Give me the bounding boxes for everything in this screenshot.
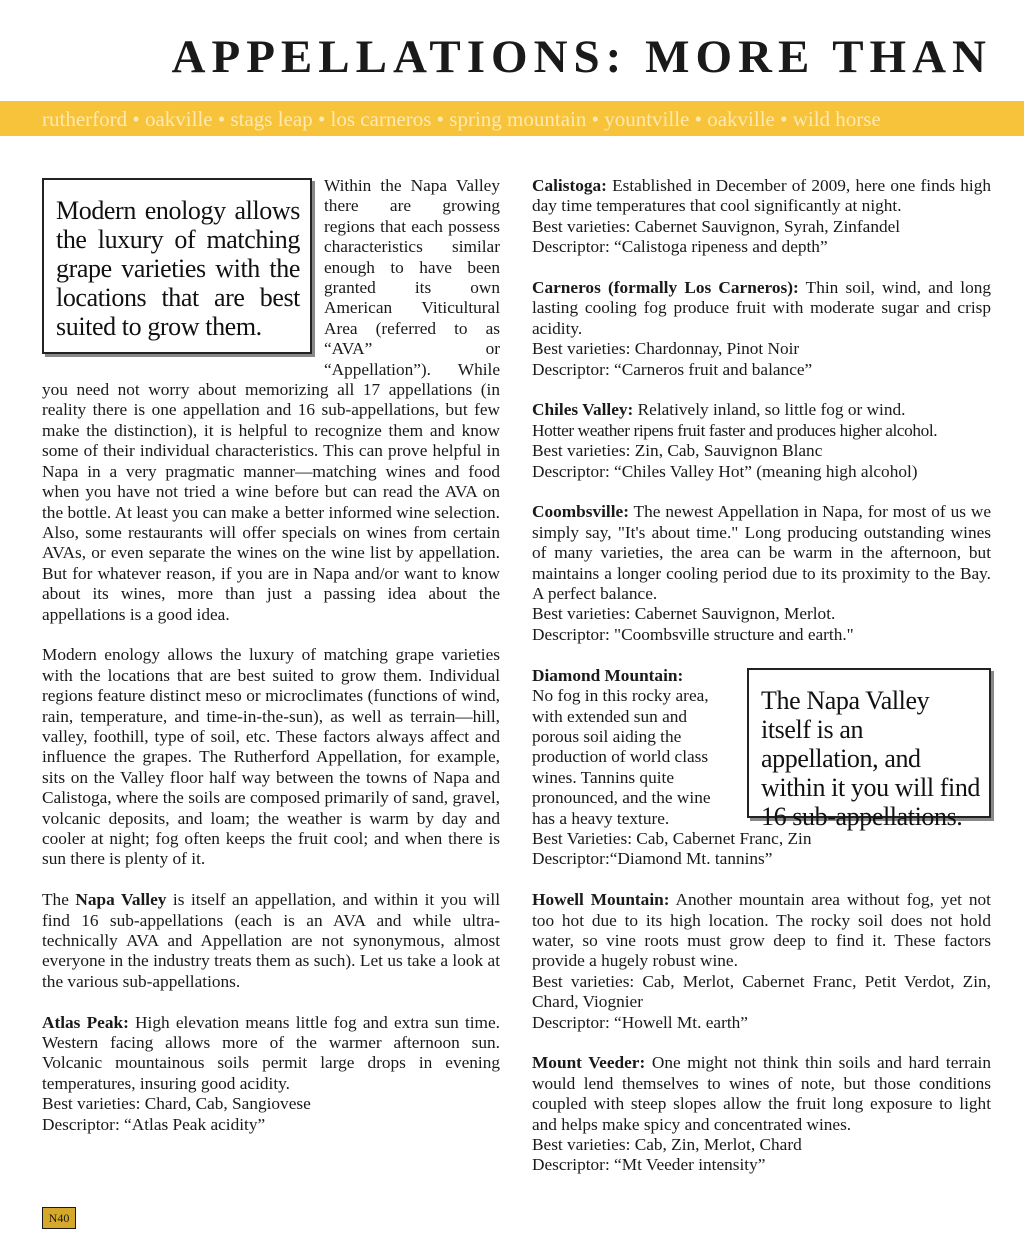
carneros-descriptor: Descriptor: “Carneros fruit and balance”: [532, 359, 813, 379]
mount-veeder-varieties: Best varieties: Cab, Zin, Merlot, Chard: [532, 1135, 802, 1154]
coombsville-descriptor: Descriptor: "Coombsville structure and earth.": [532, 624, 854, 644]
napa-valley-after: is itself an appellation, and within it you will find 16 sub-appellations (each is an AVA and while ultra-technically AVA and Appellation are not synonymous, almost everyone in the industry treats them as such). Let us take a look at the various sub-appellations.: [42, 890, 501, 991]
pullquote-right-text: The Napa Valley itself is an appellation, and within it you will find 16 sub-appellations.: [761, 685, 981, 831]
howell-mountain-varieties: Best varieties: Cab, Merlot, Cabernet Franc, Petit Verdot, Zin, Chard, Viognier: [532, 971, 991, 1012]
chiles-valley-varieties: Best varieties: Zin, Cab, Sauvignon Blanc: [532, 441, 823, 461]
intro-text: Within the Napa Valley there are growing regions that each possess characteristics similar enough to have been granted its own American Viticultural Area (referred to as “AVA” or “Appellation”). While you need not worry about memorizing all 17 appellations (in reality there is one appellation and 16 sub-appellations, but few make the distinction), it is helpful to recognize them and know some of their individual characteristics. This can prove helpful in Napa in a very pragmatic manner—matching wines and food when you have not tried a wine before but can read the AVA on the bottle. At least you can make a better informed wine selection. Also, some restaurants will offer specials on wines from certain AVAs, or even separate the wines on the wine list by appellation. But for whatever reason, if you are in Napa and/or want to know about its wines, more than just a passing idea about the appellations is a good idea.: [42, 176, 500, 624]
left-column: [42, 176, 500, 1155]
diamond-mountain-heading: Diamond Mountain:: [532, 665, 684, 685]
coombsville-heading: Coombsville:: [532, 502, 629, 522]
intro-paragraph: [42, 176, 500, 625]
carneros-entry: [532, 278, 991, 380]
pullquote-right: [747, 668, 991, 831]
calistoga-descriptor: Descriptor: “Calistoga ripeness and depth”: [532, 237, 828, 257]
diamond-mountain-text: No fog in this rocky area, with extended sun and porous soil aiding the production of world class wines. Tannins quite pronounced, and the wine has a heavy texture.: [532, 686, 711, 828]
atlas-peak-heading: Atlas Peak:: [42, 1012, 129, 1032]
diamond-mountain-varieties: Best Varieties: Cab, Cabernet Franc, Zin: [532, 828, 812, 848]
calistoga-entry: [532, 176, 991, 258]
carneros-heading: Carneros (formally Los Carneros):: [532, 278, 799, 298]
howell-mountain-text: Another mountain area without fog, yet not too hot due to its high location. The rocky soil does not hold water, so vine roots must grow deep to find it. These factors provide a hugely robust wine.: [532, 890, 991, 971]
chiles-valley-text: Relatively inland, so little fog or wind.: [633, 400, 906, 420]
coombsville-entry: [532, 502, 991, 645]
chiles-valley-heading: Chiles Valley:: [532, 400, 634, 420]
atlas-peak-descriptor: Descriptor: “Atlas Peak acidity”: [42, 1114, 266, 1134]
mount-veeder-descriptor: Descriptor: “Mt Veeder intensity”: [532, 1155, 766, 1175]
chiles-valley-descriptor: Descriptor: “Chiles Valley Hot” (meaning high alcohol): [532, 461, 918, 481]
diamond-mountain-descriptor: Descriptor:“Diamond Mt. tannins”: [532, 849, 773, 869]
mount-veeder-entry: [532, 1053, 991, 1175]
atlas-peak-entry: [42, 1013, 500, 1135]
napa-valley-paragraph: [42, 890, 500, 992]
mount-veeder-text: One might not think thin soils and hard terrain would lend themselves to wines of note, but those conditions coupled with steep slopes allow the fruit long exposure to light and helps make spicy and concentrated wines.: [532, 1053, 991, 1134]
atlas-peak-text: High elevation means little fog and extra sun time. Western facing allows more of the warmer afternoon sun. Volcanic mountainous soils permit large drops in evening temperatures, insuring good acidity.: [42, 1012, 500, 1093]
chiles-valley-entry: [532, 400, 991, 482]
right-column: [532, 176, 991, 1196]
howell-mountain-heading: Howell Mountain:: [532, 890, 670, 910]
napa-valley-term: Napa Valley: [75, 890, 167, 910]
calistoga-heading: Calistoga:: [532, 176, 607, 195]
pullquote-left-text: Modern enology allows the luxury of matching grape varieties with the locations that are best suited to grow them.: [56, 196, 300, 341]
howell-mountain-entry: [532, 890, 991, 1033]
diamond-mountain-entry: [532, 666, 991, 870]
page-title: APPELLATIONS: MORE THAN: [171, 31, 992, 83]
page-number-badge: N40: [42, 1207, 76, 1229]
enology-paragraph: Modern enology allows the luxury of matching grape varieties with the locations that are best suited to grow them. Individual regions feature distinct meso or microclimates (functions of wind, rain, temperature, and time-in-the-sun), as well as terrain—hill, valley, foothill, type of soil, etc. These factors always affect and influence the grapes. The Rutherford Appellation, for example, sits on the Valley floor half way between the towns of Napa and Calistoga, where the soils are composed primarily of sand, gravel, volcanic deposits, and loam; the weather is warm by day and cooler at night; fog often keeps the fruit cool; and when there is sun there is plenty of it.: [42, 645, 500, 869]
carneros-varieties: Best varieties: Chardonnay, Pinot Noir: [532, 339, 800, 359]
pullquote-left: [42, 178, 312, 354]
carneros-text: Thin soil, wind, and long lasting cooling fog produce fruit with moderate sugar and crisp acidity.: [532, 278, 991, 338]
mount-veeder-heading: Mount Veeder:: [532, 1053, 646, 1073]
calistoga-text: Established in December of 2009, here one finds high day time temperatures that cool significantly at night.: [532, 176, 991, 216]
napa-valley-before: The: [42, 890, 76, 910]
coombsville-varieties: Best varieties: Cabernet Sauvignon, Merlot.: [532, 604, 836, 624]
appellation-band-text: rutherford • oakville • stags leap • los carneros • spring mountain • yountville • oakville • wild horse: [42, 107, 881, 131]
chiles-valley-text-2: Hotter weather ripens fruit faster and produces higher alcohol.: [532, 420, 938, 440]
calistoga-varieties: Best varieties: Cabernet Sauvignon, Syrah, Zinfandel: [532, 216, 901, 236]
atlas-peak-varieties: Best varieties: Chard, Cab, Sangiovese: [42, 1094, 311, 1114]
coombsville-text: The newest Appellation in Napa, for most of us we simply say, "It's about time." Long producing outstanding wines of many varieties, the area can be warm in the afternoon, but maintains a longer cooling period due to its proximity to the Bay. A perfect balance.: [532, 502, 991, 604]
howell-mountain-descriptor: Descriptor: “Howell Mt. earth”: [532, 1012, 748, 1032]
